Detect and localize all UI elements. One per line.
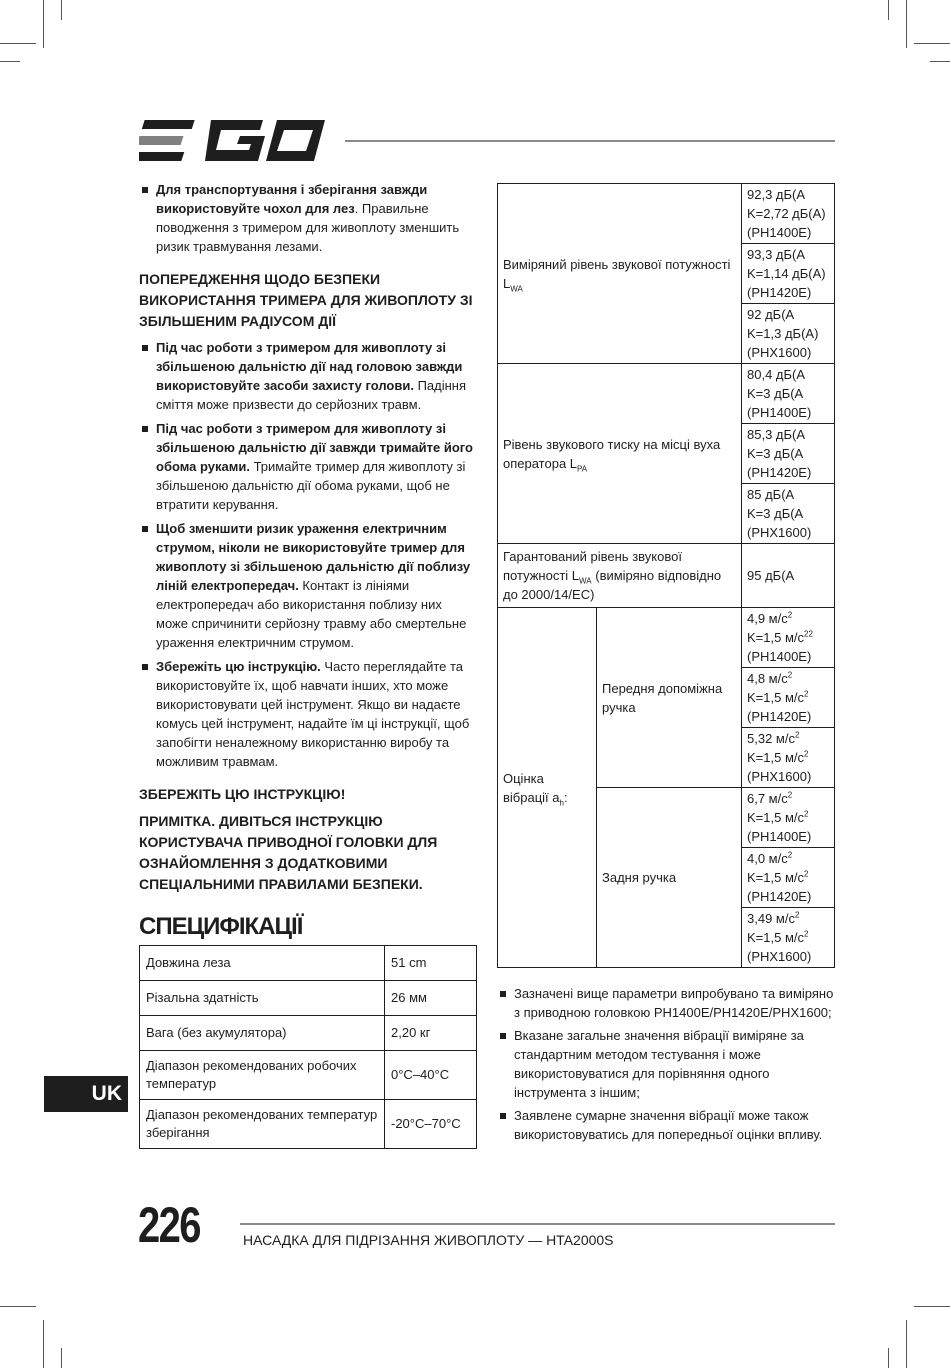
crop-mark <box>914 43 950 44</box>
crop-mark <box>930 61 950 62</box>
lwa-value: 92,3 дБ(А K=2,72 дБ(А) (PH1400E) <box>742 184 835 244</box>
bullet-save-instructions: Збережіть цю інструкцію. Часто переглядайте та використовуйте їх, щоб навчати інших, хто може використовувати цей інструмент. Якщо ви надаєте комусь цей інструмент, надайте їм ці інструкції, щоб запобігти неналежному використанню виробу та можливим травмам. <box>139 657 475 771</box>
spec-label: Діапазон рекомендованих робочих температур <box>140 1051 385 1100</box>
bullet-transport: Для транспортування і зберігання завжди використовуйте чохол для лез. Правильне поводження з тримером для живоплоту зменшить ризик травмування лезами. <box>139 180 475 256</box>
crop-mark <box>888 1348 889 1368</box>
crop-mark <box>43 0 44 48</box>
front-handle-label: Передня допоміжна ручка <box>597 608 742 788</box>
spec-value: 26 мм <box>385 981 477 1016</box>
vibration-value: 4,8 $м/с^2$ K=1,5 $м/с^2$ (PH1420E) <box>742 668 835 728</box>
vibration-value: 4,9 $м/с^2$ K=1,5 $м/с^{22}$ (PH1400E) <box>742 608 835 668</box>
crop-mark <box>906 1320 907 1368</box>
bullet-two-hands: Під час роботи з тримером для живоплоту зі збільшеною дальністю дії завжди тримайте його обома руками. Тримайте тример для живоплоту зі збільшеною дальністю дії обома руками, щоб не втратити керування. <box>139 419 475 514</box>
crop-mark <box>61 1348 62 1368</box>
crop-mark <box>914 1306 950 1307</box>
specs-table <box>139 945 477 1149</box>
table-row <box>140 946 477 981</box>
crop-mark <box>43 1320 44 1368</box>
crop-mark <box>61 0 62 20</box>
page-number: 226 <box>138 1197 200 1253</box>
lwa-value: 93,3 дБ(А K=1,14 дБ(А) (PH1420E) <box>742 244 835 304</box>
bullet-head-protection: Під час роботи з тримером для живоплоту зі збільшеною дальністю дії над головою завжди використовуйте засоби захисту голови. Падіння сміття може призвести до серйозних травм. <box>139 338 475 414</box>
vibration-label: Оцінка вібрації $a_h$: <box>498 608 597 968</box>
vibration-value: 5,32 $м/с^2$ K=1,5 $м/с^2$ (PHX1600) <box>742 728 835 788</box>
crop-mark <box>888 0 889 20</box>
list-item: Заявлене сумарне значення вібрації може також використовуватись для попередньої оцінки впливу. <box>497 1106 835 1144</box>
lpa-value: 85,3 дБ(А K=3 дБ(А (PH1420E) <box>742 424 835 484</box>
guaranteed-label: Гарантований рівень звукової потужності $L_{WA}$ (виміряно відповідно до 2000/14/EC) <box>498 544 742 608</box>
header-rule <box>345 140 835 142</box>
left-column <box>139 180 475 1149</box>
lwa-value: 92 дБ(А K=1,3 дБ(А) (PHX1600) <box>742 304 835 364</box>
right-column <box>497 183 835 1148</box>
spec-label: Вага (без акумулятора) <box>140 1016 385 1051</box>
crop-mark <box>0 43 36 44</box>
list-item: Вказане загальне значення вібрації виміряне за стандартним методом тестування і може використовуватися для порівняння одного інструмента з іншим; <box>497 1026 835 1102</box>
footer-title: НАСАДКА ДЛЯ ПІДРІЗАННЯ ЖИВОПЛОТУ — HTA2000S <box>243 1232 614 1248</box>
vibration-value: 6,7 $м/с^2$ K=1,5 $м/с^2$ (PH1400E) <box>742 788 835 848</box>
vibration-value: 3,49 $м/с^2$ K=1,5 $м/с^2$ (PHX1600) <box>742 908 835 968</box>
spec-label: Різальна здатність <box>140 981 385 1016</box>
lpa-value: 80,4 дБ(А K=3 дБ(А (PH1400E) <box>742 364 835 424</box>
language-tab: UK <box>44 1076 128 1112</box>
guaranteed-value: 95 дБ(А <box>742 544 835 608</box>
table-row <box>140 1016 477 1051</box>
spec-value: 2,20 кг <box>385 1016 477 1051</box>
noise-vibration-table <box>497 183 835 968</box>
footer-rule <box>240 1223 835 1225</box>
crop-mark <box>906 0 907 48</box>
table-row <box>140 1051 477 1100</box>
table-row <box>140 1100 477 1149</box>
vibration-value: 4,0 $м/с^2$ K=1,5 $м/с^2$ (PH1420E) <box>742 848 835 908</box>
save-heading: ЗБЕРЕЖІТЬ ЦЮ ІНСТРУКЦІЮ! <box>139 786 346 802</box>
spec-label: Довжина леза <box>140 946 385 981</box>
ego-logo <box>139 119 329 163</box>
lwa-label: Виміряний рівень звукової потужності $L_{WA}$ <box>498 184 742 364</box>
list-item: Зазначені вище параметри випробувано та виміряно з приводною головкою PH1400E/PH1420E/PHX1600; <box>497 984 835 1022</box>
table-row <box>498 544 835 608</box>
crop-mark <box>0 1306 36 1307</box>
table-row <box>140 981 477 1016</box>
spec-label: Діапазон рекомендованих температур зберігання <box>140 1100 385 1149</box>
note-heading: ПРИМІТКА. ДИВІТЬСЯ ІНСТРУКЦІЮ КОРИСТУВАЧА ПРИВОДНОЇ ГОЛОВКИ ДЛЯ ОЗНАЙОМЛЕННЯ З ДОДАТКОВИМИ СПЕЦІАЛЬНИМИ ПРАВИЛАМИ БЕЗПЕКИ. <box>139 813 438 892</box>
lpa-label: Рівень звукового тиску на місці вуха оператора $L_{PA}$ <box>498 364 742 544</box>
rear-handle-label: Задня ручка <box>597 788 742 968</box>
notes-list <box>497 984 835 1144</box>
spec-value: 0°C–40°C <box>385 1051 477 1100</box>
bullet-power-lines: Щоб зменшити ризик ураження електричним струмом, ніколи не використовуйте тример для живоплоту зі збільшеною дальністю дії поблизу ліній електропередач. Контакт із лініями електропередач або використання поблизу них може спричинити серйозну травму або смертельне ураження електричним струмом. <box>139 519 475 652</box>
specs-title: СПЕЦИФІКАЦІЇ <box>139 913 303 940</box>
table-row <box>498 184 835 244</box>
spec-value: 51 cm <box>385 946 477 981</box>
spec-value: -20°C–70°C <box>385 1100 477 1149</box>
warning-heading: ПОПЕРЕДЖЕННЯ ЩОДО БЕЗПЕКИ ВИКОРИСТАННЯ ТРИМЕРА ДЛЯ ЖИВОПЛОТУ ЗІ ЗБІЛЬШЕНИМ РАДІУСОМ ДІЇ <box>139 271 473 329</box>
table-row <box>498 364 835 424</box>
table-row <box>498 608 835 668</box>
lpa-value: 85 дБ(А K=3 дБ(А (PHX1600) <box>742 484 835 544</box>
crop-mark <box>0 61 20 62</box>
